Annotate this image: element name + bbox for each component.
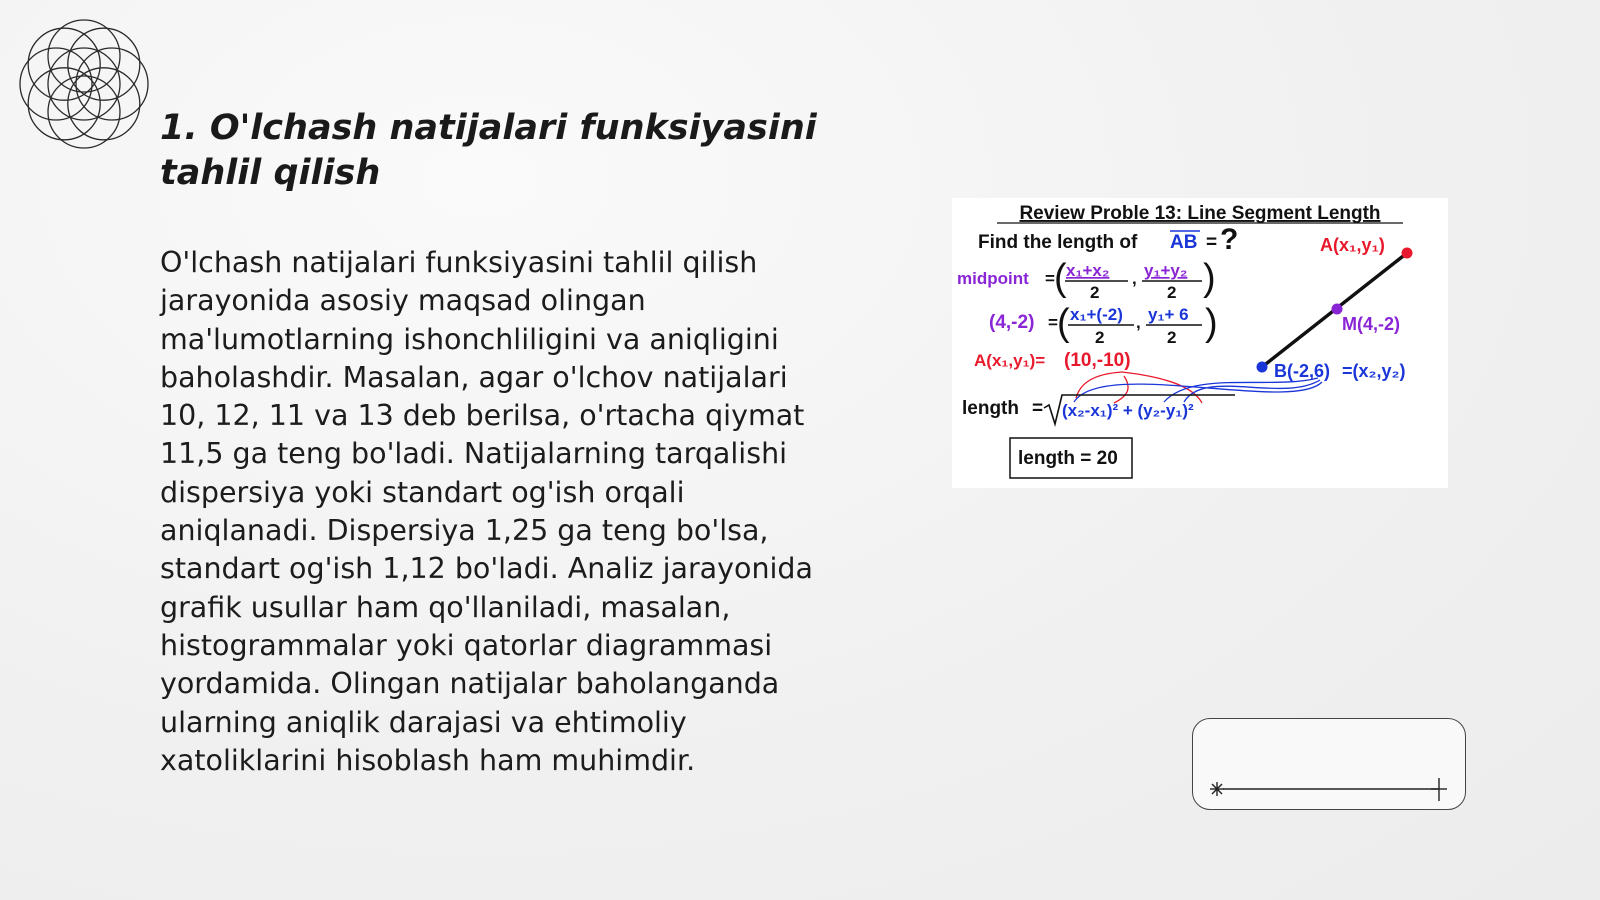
body-line: baholashdir. Masalan, agar o'lchov natijalari bbox=[160, 360, 788, 394]
point-a bbox=[1402, 248, 1413, 259]
slide-title bbox=[160, 106, 860, 196]
body-line: ma'lumotlarning ishonchliligini va aniqligini bbox=[160, 322, 779, 356]
sub-equals: = bbox=[1048, 313, 1058, 332]
body-line: yordamida. Olingan natijalar baholanganda bbox=[160, 667, 780, 701]
paren-right-2: ) bbox=[1205, 302, 1218, 344]
body-line: dispersiya yoki standart og'ish orqali bbox=[160, 475, 685, 509]
length-formula: (x₂-x₁)² + (y₂-y₁)² bbox=[1062, 401, 1194, 420]
slide-body bbox=[160, 244, 850, 780]
segment-name: AB bbox=[1170, 232, 1198, 253]
midpoint-equals: = bbox=[1045, 269, 1055, 288]
decorative-card bbox=[1192, 718, 1466, 810]
point-b-label: B(-2,6) bbox=[1274, 361, 1331, 381]
mid-y-numerator: y₁+y₂ bbox=[1144, 261, 1188, 280]
body-line: aniqlanadi. Dispersiya 1,25 ga teng bo'lsa, bbox=[160, 514, 769, 548]
point-b-equation: =(x₂,y₂) bbox=[1342, 361, 1406, 381]
sub-x-denominator: 2 bbox=[1095, 328, 1105, 347]
point-b bbox=[1257, 362, 1268, 373]
review-problem-figure bbox=[952, 198, 1448, 488]
sub-x-numerator: x₁+(-2) bbox=[1070, 305, 1123, 324]
length-equals: = bbox=[1032, 398, 1044, 419]
body-line: standart og'ish 1,12 bo'ladi. Analiz jarayonida bbox=[160, 552, 813, 586]
mid-x-denominator: 2 bbox=[1090, 283, 1100, 302]
m-value: (4,-2) bbox=[989, 312, 1035, 333]
point-a-label: A(x₁,y₁) bbox=[1320, 235, 1385, 255]
answer-box: length = 20 bbox=[1018, 448, 1118, 469]
find-text: Find the length of bbox=[978, 232, 1138, 253]
body-line: O'lchash natijalari funksiyasini tahlil qilish bbox=[160, 246, 758, 279]
sparkle-icon bbox=[1210, 782, 1224, 796]
body-line: xatoliklarini hisoblash ham muhimdir. bbox=[160, 743, 696, 777]
circle-flower-ornament-icon bbox=[10, 10, 158, 158]
sub-comma: , bbox=[1136, 313, 1141, 332]
slide-title-line: 1. O'lchash natijalari funksiyasini bbox=[160, 108, 817, 148]
paren-right: ) bbox=[1203, 257, 1216, 299]
cross-marker-icon bbox=[1431, 778, 1447, 801]
midpoint-label: midpoint bbox=[957, 269, 1029, 288]
point-m-label: M(4,-2) bbox=[1342, 314, 1400, 334]
length-label: length bbox=[962, 398, 1019, 419]
body-line: jarayonida asosiy maqsad olingan bbox=[160, 284, 646, 318]
sub-y-denominator: 2 bbox=[1167, 328, 1177, 347]
equals-sign: = bbox=[1206, 232, 1218, 253]
paren-left: ( bbox=[1054, 257, 1067, 299]
a-coords-value: (10,-10) bbox=[1064, 350, 1131, 371]
figure-heading: Review Proble 13: Line Segment Length bbox=[1019, 203, 1381, 224]
paren-left-2: ( bbox=[1057, 302, 1070, 344]
body-line: 11,5 ga teng bo'ladi. Natijalarning tarqalishi bbox=[160, 437, 788, 471]
a-coords-label: A(x₁,y₁)= bbox=[974, 351, 1046, 370]
point-m bbox=[1332, 304, 1343, 315]
body-line: grafik usullar ham qo'llaniladi, masalan, bbox=[160, 590, 731, 624]
slide-title-line: tahlil qilish bbox=[160, 153, 381, 193]
sub-y-numerator: y₁+ 6 bbox=[1148, 305, 1189, 324]
mid-comma: , bbox=[1132, 269, 1137, 288]
question-mark: ? bbox=[1220, 223, 1239, 256]
mid-x-numerator: x₁+x₂ bbox=[1066, 261, 1110, 280]
body-line: ularning aniqlik darajasi va ehtimoliy bbox=[160, 705, 687, 739]
body-line: histogrammalar yoki qatorlar diagrammasi bbox=[160, 628, 773, 662]
body-line: 10, 12, 11 va 13 deb berilsa, o'rtacha qiymat bbox=[160, 399, 805, 433]
mid-y-denominator: 2 bbox=[1167, 283, 1177, 302]
